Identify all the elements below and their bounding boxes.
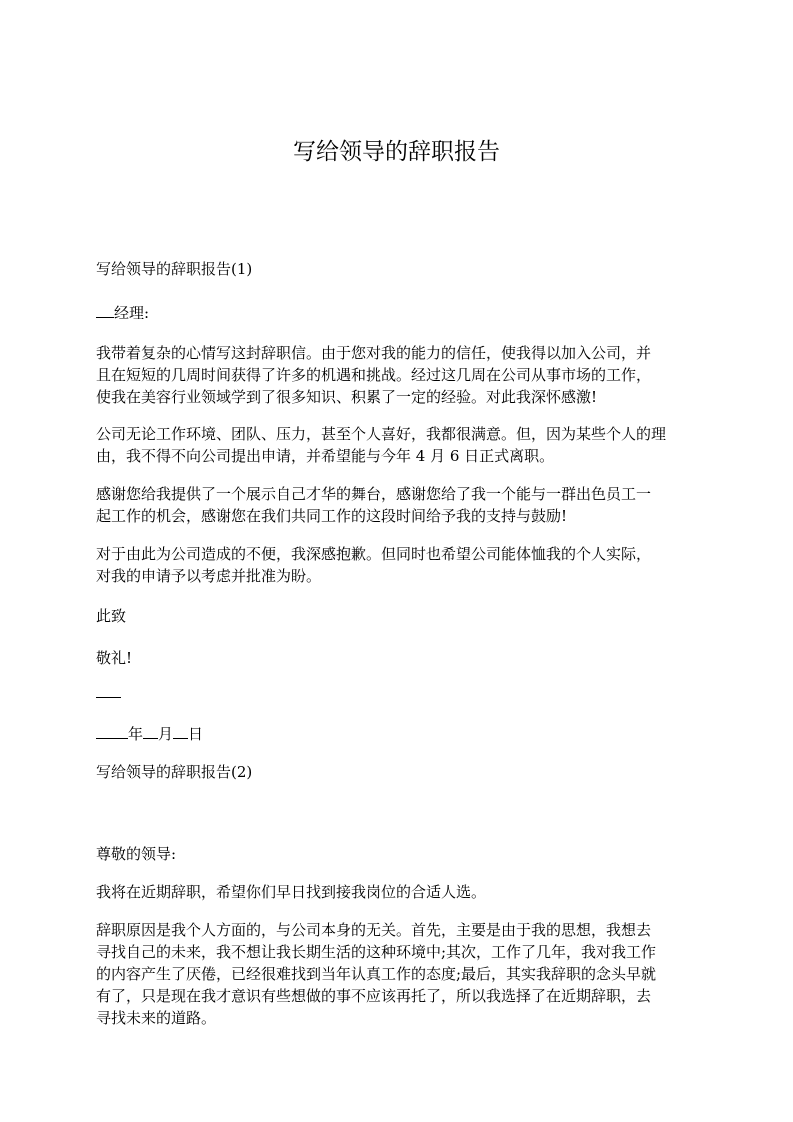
section2-heading: 写给领导的辞职报告(2) (96, 763, 253, 781)
section2-salutation: 尊敬的领导: (96, 845, 177, 863)
section1-paragraph-3 (96, 483, 651, 527)
paragraph-line: 寻找自己的未来，我不想让我长期生活的这种环境中;其次，工作了几年，我对我工作 (96, 943, 657, 961)
section1-salutation (96, 302, 149, 324)
signature-blank (96, 682, 121, 698)
paragraph-line: 的内容产生了厌倦，已经很难找到当年认真工作的态度;最后，其实我辞职的念头早就 (96, 965, 657, 983)
paragraph-line: 我将在近期辞职，希望你们早日找到接我岗位的合适人选。 (96, 883, 487, 901)
paragraph-line: 起工作的机会，感谢您在我们共同工作的这段时间给予我的支持与鼓励! (96, 507, 568, 525)
date-line (96, 723, 203, 745)
paragraph-line: 辞职原因是我个人方面的，与公司本身的无关。首先，主要是由于我的思想，我想去 (96, 921, 652, 939)
year-blank (96, 723, 128, 739)
paragraph-line: 对于由此为公司造成的不便，我深感抱歉。但同时也希望公司能体恤我的个人实际， (96, 545, 652, 563)
section2-paragraph-2 (96, 919, 656, 1029)
date-day-label: 日 (188, 725, 204, 743)
section2-paragraph-1 (96, 881, 486, 903)
date-year-label: 年 (128, 725, 144, 743)
paragraph-line: 且在短短的几周时间获得了许多的机遇和挑战。经过这几周在公司从事市场的工作， (96, 366, 652, 384)
section1-heading: 写给领导的辞职报告(1) (96, 260, 253, 278)
paragraph-line: 感谢您给我提供了一个展示自己才华的舞台，感谢您给了我一个能与一群出色员工一 (96, 485, 652, 503)
day-blank (173, 723, 188, 739)
closing-jingli: 敬礼! (96, 649, 133, 667)
signature-line (96, 682, 121, 704)
paragraph-line: 有了，只是现在我才意识有些想做的事不应该再托了，所以我选择了在近期辞职，去 (96, 987, 652, 1005)
paragraph-line: 对我的申请予以考虑并批准为盼。 (96, 567, 322, 585)
paragraph-line: 公司无论工作环境、团队、压力，甚至个人喜好，我都很满意。但，因为某些个人的理 (96, 425, 667, 443)
paragraph-line: 寻找未来的道路。 (96, 1009, 217, 1027)
section1-paragraph-1 (96, 342, 651, 408)
closing-cizhi: 此致 (96, 607, 127, 625)
month-blank (143, 723, 158, 739)
section1-paragraph-2 (96, 423, 666, 467)
paragraph-line: 使我在美容行业领域学到了很多知识、积累了一定的经验。对此我深怀感激! (96, 388, 598, 406)
paragraph-line: 我带着复杂的心情写这封辞职信。由于您对我的能力的信任，使我得以加入公司，并 (96, 344, 652, 362)
section1-paragraph-4 (96, 543, 651, 587)
salutation-blank (96, 302, 114, 318)
paragraph-line: 由，我不得不向公司提出申请，并希望能与今年 4 月 6 日正式离职。 (96, 447, 555, 465)
document-title: 写给领导的辞职报告 (293, 139, 500, 165)
salutation-text: 经理: (114, 304, 150, 322)
date-month-label: 月 (158, 725, 174, 743)
